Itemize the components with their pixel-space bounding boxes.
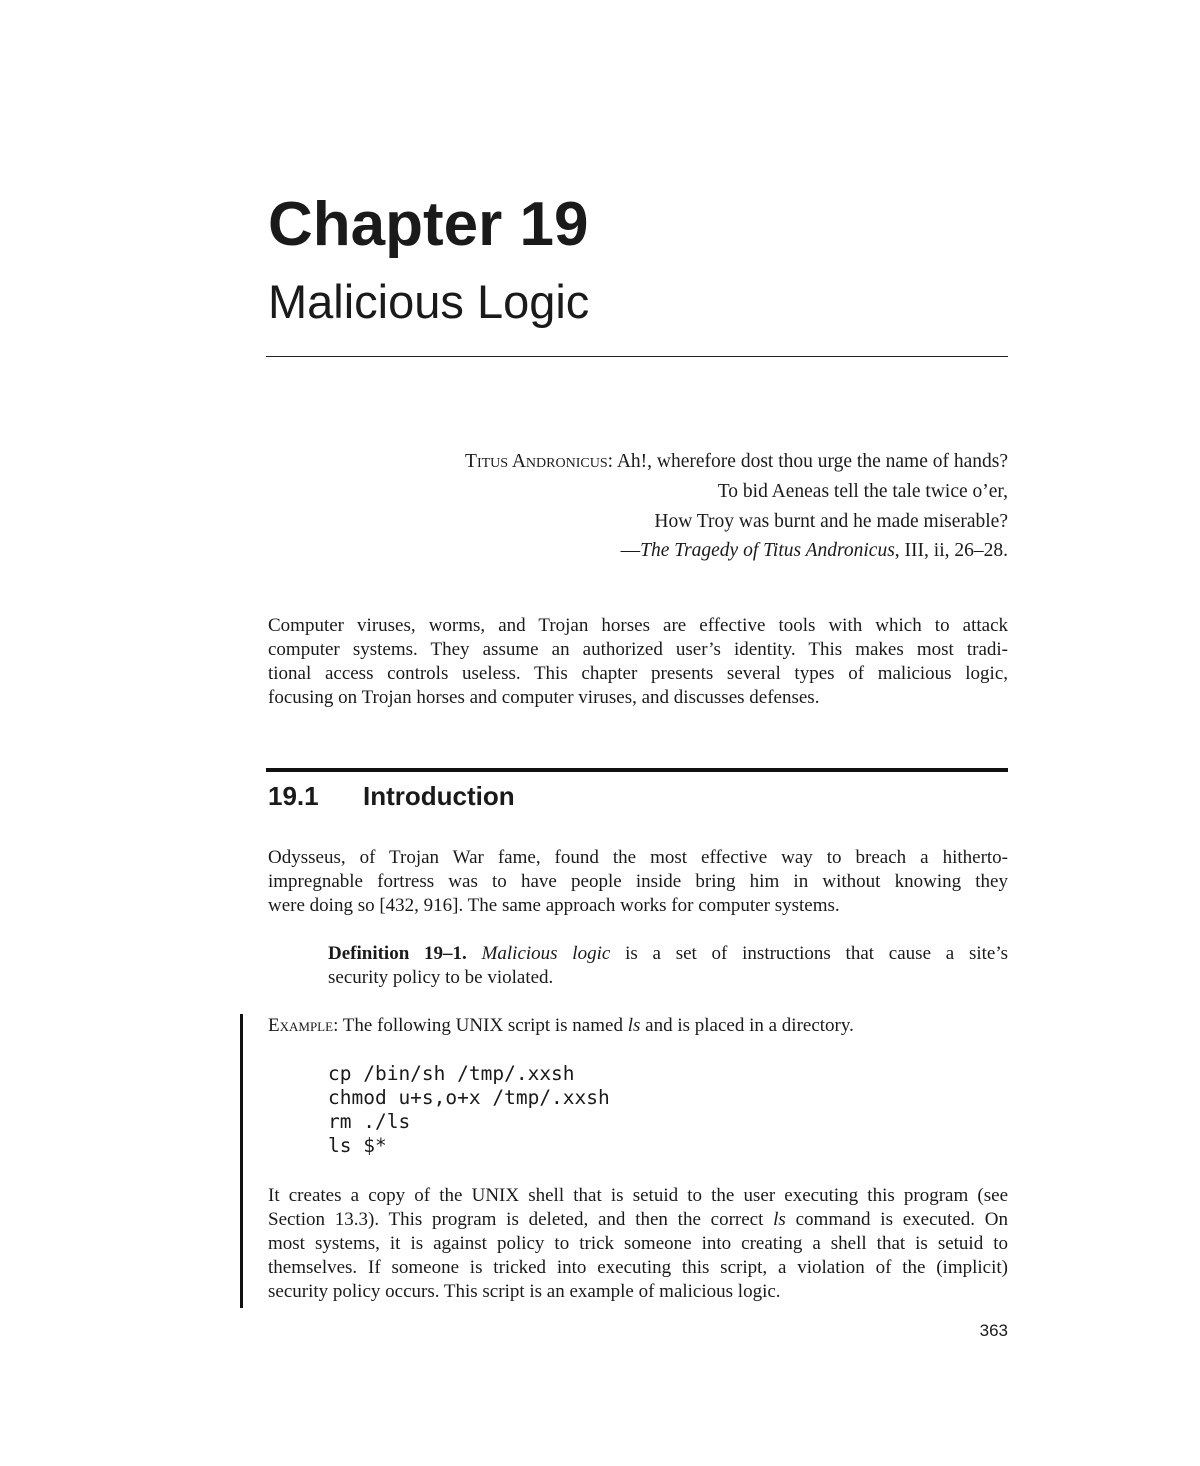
explanation-text: Section 13.3). This program is deleted, and then the correct	[268, 1209, 774, 1230]
epigraph-line-1: Titus Andronicus: Ah!, wherefore dost thou urge the name of hands?	[465, 451, 1008, 472]
intro-paragraph	[268, 614, 1008, 710]
intro-line: tional access controls useless. This chapter presents several types of malicious logic,	[268, 663, 1008, 684]
explanation-line: themselves. If someone is tricked into executing this script, a violation of the (implicit)	[268, 1257, 1008, 1278]
intro-line: Computer viruses, worms, and Trojan horses are effective tools with which to attack	[268, 615, 1008, 636]
change-bar	[240, 1014, 243, 1308]
epigraph-source-ref: , III, ii, 26–28.	[894, 540, 1008, 561]
epigraph-line-3: How Troy was burnt and he made miserable?	[654, 511, 1008, 532]
epigraph-text-1: Ah!, wherefore dost thou urge the name of hands?	[616, 451, 1008, 472]
explanation-text: command is executed. On	[785, 1209, 1008, 1230]
epigraph-source	[621, 538, 1008, 564]
code-line: ls $*	[328, 1134, 387, 1157]
example-text-before: : The following UNIX script is named	[333, 1015, 628, 1036]
section-title: Introduction	[363, 781, 515, 811]
example-label: Example	[268, 1015, 334, 1036]
chapter-title: Malicious Logic	[268, 275, 590, 328]
definition-label: Definition 19–1.	[328, 943, 467, 964]
example-intro	[268, 1014, 854, 1038]
explanation-paragraph	[268, 1184, 1008, 1304]
section-line: were doing so [432, 916]. The same approach works for computer systems.	[268, 895, 840, 916]
intro-line: focusing on Trojan horses and computer viruses, and discusses defenses.	[268, 687, 820, 708]
definition-line-1	[328, 942, 1008, 966]
code-line: rm ./ls	[328, 1110, 411, 1133]
explanation-line: It creates a copy of the UNIX shell that is setuid to the user executing this program (see	[268, 1185, 1008, 1206]
section-line: Odysseus, of Trojan War fame, found the most effective way to breach a hitherto-	[268, 847, 1008, 868]
section-line: impregnable fortress was to have people inside bring him in without knowing they	[268, 871, 1008, 892]
code-line: cp /bin/sh /tmp/.xxsh	[328, 1062, 575, 1085]
explanation-line: most systems, it is against policy to trick someone into creating a shell that is setuid to	[268, 1233, 1008, 1254]
definition-term: Malicious logic	[481, 943, 611, 964]
explanation-line	[268, 1208, 1008, 1232]
example-command-name: ls	[627, 1015, 641, 1036]
epigraph-line-2: To bid Aeneas tell the tale twice o’er,	[717, 481, 1008, 502]
page-number: 363	[979, 1321, 1008, 1340]
section-paragraph	[268, 846, 1008, 918]
chapter-number: Chapter 19	[268, 190, 589, 259]
definition-text: is a set of instructions that cause a site’s	[610, 943, 1009, 964]
intro-line: computer systems. They assume an authorized user’s identity. This makes most tradi-	[268, 639, 1008, 660]
definition-line-2: security policy to be violated.	[328, 967, 554, 988]
epigraph-dash: —	[620, 540, 641, 561]
code-line: chmod u+s,o+x /tmp/.xxsh	[328, 1086, 610, 1109]
section-number: 19.1	[268, 781, 319, 811]
definition-block	[328, 942, 1008, 990]
code-block	[328, 1062, 610, 1158]
example-text-after: and is placed in a directory.	[640, 1015, 854, 1036]
epigraph-source-title: The Tragedy of Titus Andronicus	[640, 540, 895, 561]
explanation-command: ls	[773, 1209, 786, 1230]
explanation-line: security policy occurs. This script is an example of malicious logic.	[268, 1281, 781, 1302]
section-rule	[266, 768, 1008, 772]
epigraph-speaker: Titus Andronicus	[465, 451, 608, 472]
chapter-title-rule	[266, 356, 1008, 357]
